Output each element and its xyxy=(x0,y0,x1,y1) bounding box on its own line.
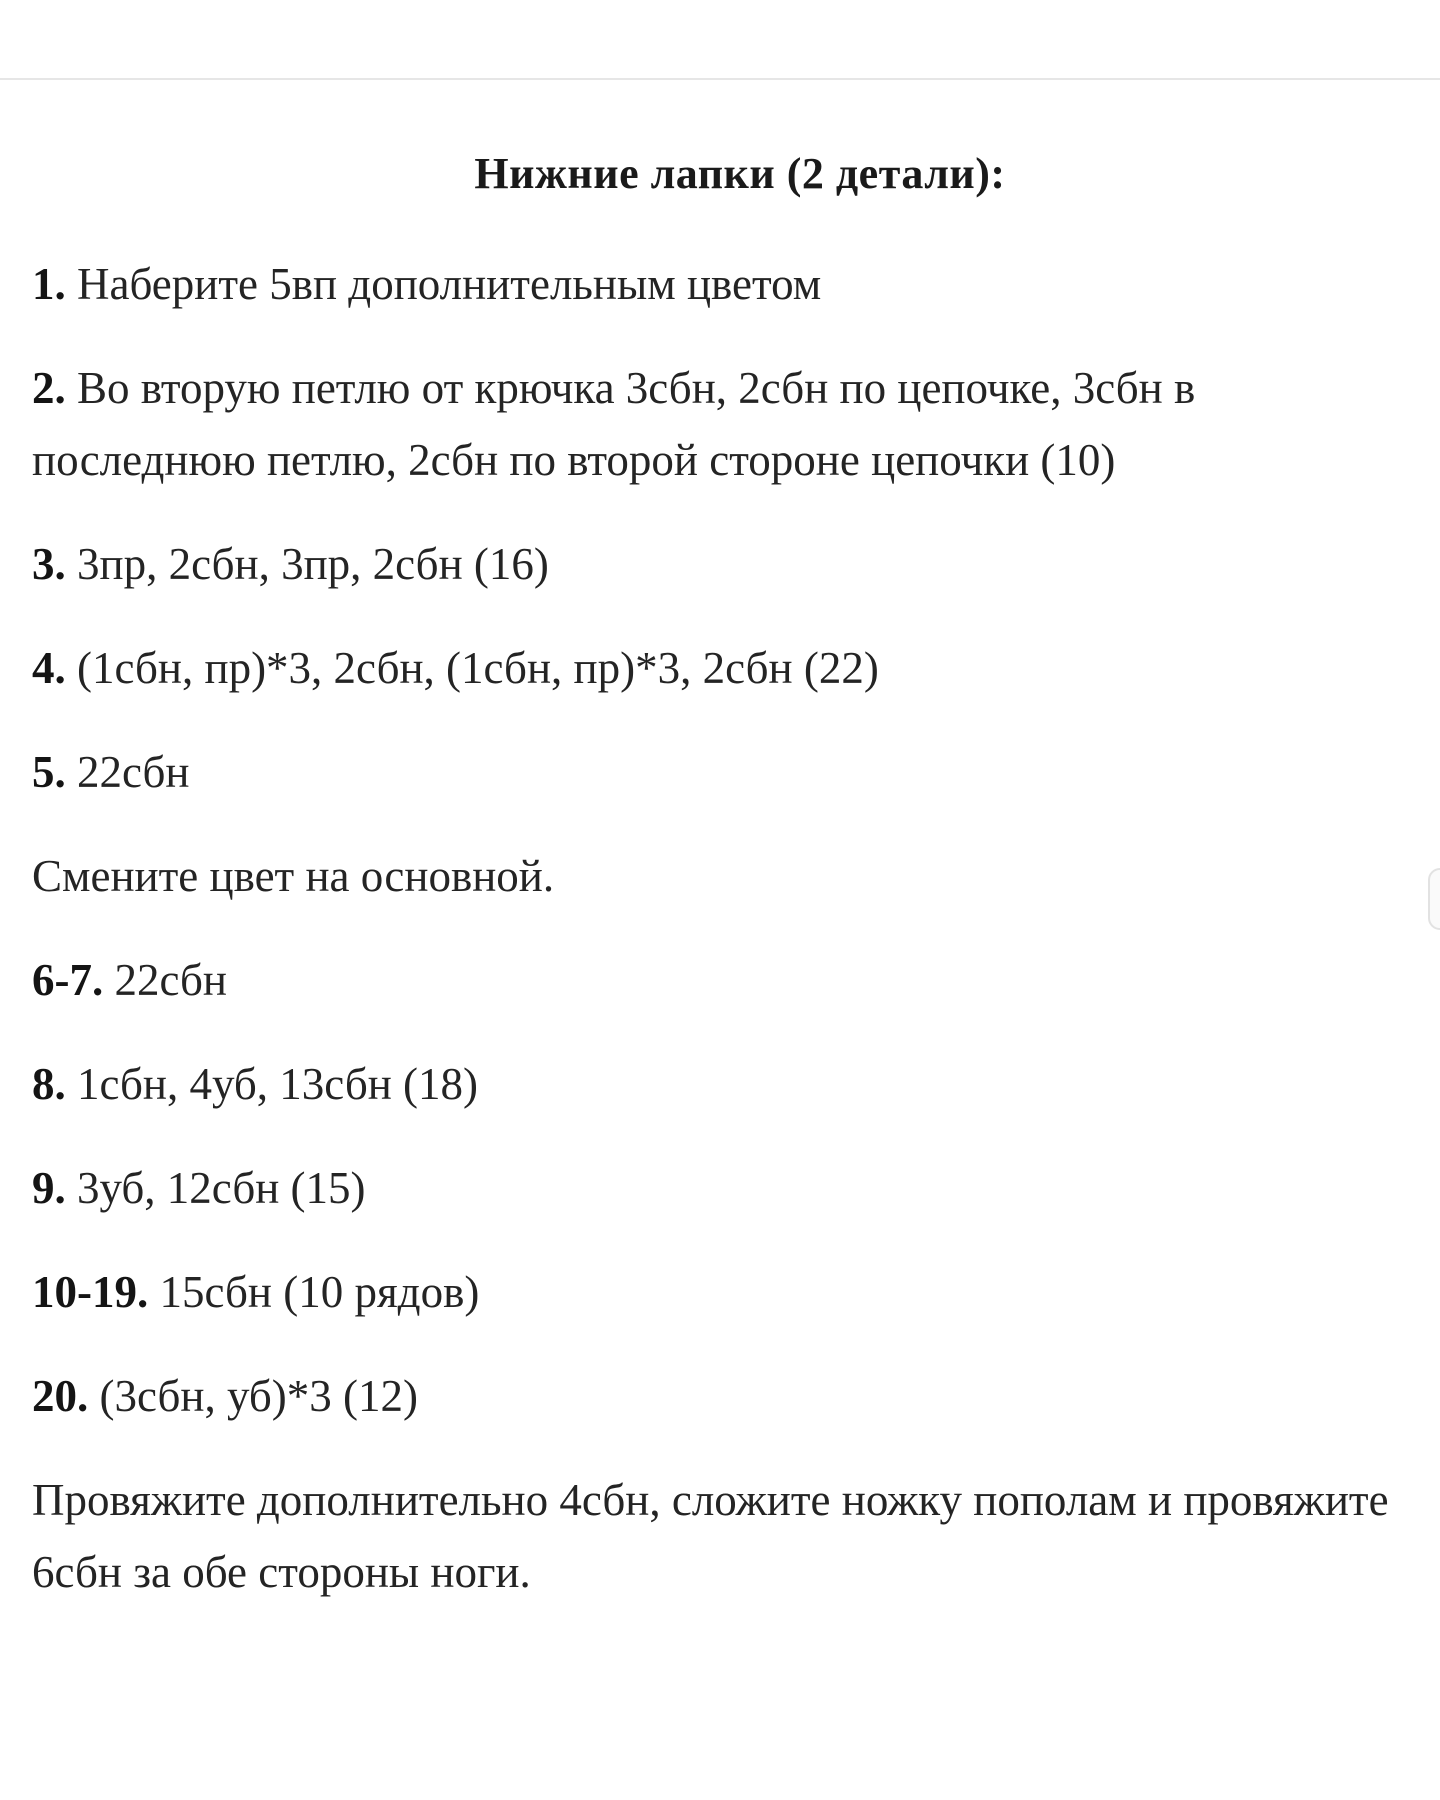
step-number: 3. xyxy=(32,539,66,589)
step-5 xyxy=(32,736,1412,808)
step-1 xyxy=(32,248,1412,320)
step-number: 4. xyxy=(32,643,66,693)
top-divider xyxy=(0,78,1440,80)
step-20 xyxy=(32,1360,1412,1432)
step-8 xyxy=(32,1048,1412,1120)
step-text: (1сбн, пр)*3, 2сбн, (1сбн, пр)*3, 2сбн (22) xyxy=(77,643,879,693)
step-text: 3пр, 2сбн, 3пр, 2сбн (16) xyxy=(77,539,549,589)
step-6-7 xyxy=(32,944,1412,1016)
step-text: Наберите 5вп дополнительным цветом xyxy=(77,259,822,309)
step-number: 2. xyxy=(32,363,66,413)
step-text: 1сбн, 4уб, 13сбн (18) xyxy=(77,1059,479,1109)
final-note: Провяжите дополнительно 4сбн, сложите ножку пополам и провяжите 6сбн за обе стороны ноги. xyxy=(32,1475,1389,1597)
step-number: 5. xyxy=(32,747,66,797)
step-2 xyxy=(32,352,1412,496)
step-10-19 xyxy=(32,1256,1412,1328)
step-number: 1. xyxy=(32,259,66,309)
step-text: 22сбн xyxy=(77,747,190,797)
step-number: 8. xyxy=(32,1059,66,1109)
page-title: Нижние лапки (2 детали): xyxy=(474,149,1006,198)
step-text: 22сбн xyxy=(114,955,227,1005)
step-number: 6-7. xyxy=(32,955,104,1005)
step-text: 15сбн (10 рядов) xyxy=(159,1267,480,1317)
step-number: 10-19. xyxy=(32,1267,149,1317)
step-text: Во вторую петлю от крючка 3сбн, 2сбн по цепочке, 3сбн в последнюю петлю, 2сбн по второй стороне цепочки (10) xyxy=(32,363,1196,485)
step-4 xyxy=(32,632,1412,704)
step-number: 9. xyxy=(32,1163,66,1213)
step-text: 3уб, 12сбн (15) xyxy=(77,1163,366,1213)
color-change-note: Смените цвет на основной. xyxy=(32,851,555,901)
side-scroll-handle[interactable] xyxy=(1428,868,1440,930)
instructions xyxy=(32,248,1412,1608)
step-number: 20. xyxy=(32,1371,89,1421)
step-text: (3сбн, уб)*3 (12) xyxy=(99,1371,418,1421)
step-3 xyxy=(32,528,1412,600)
step-9 xyxy=(32,1152,1412,1224)
